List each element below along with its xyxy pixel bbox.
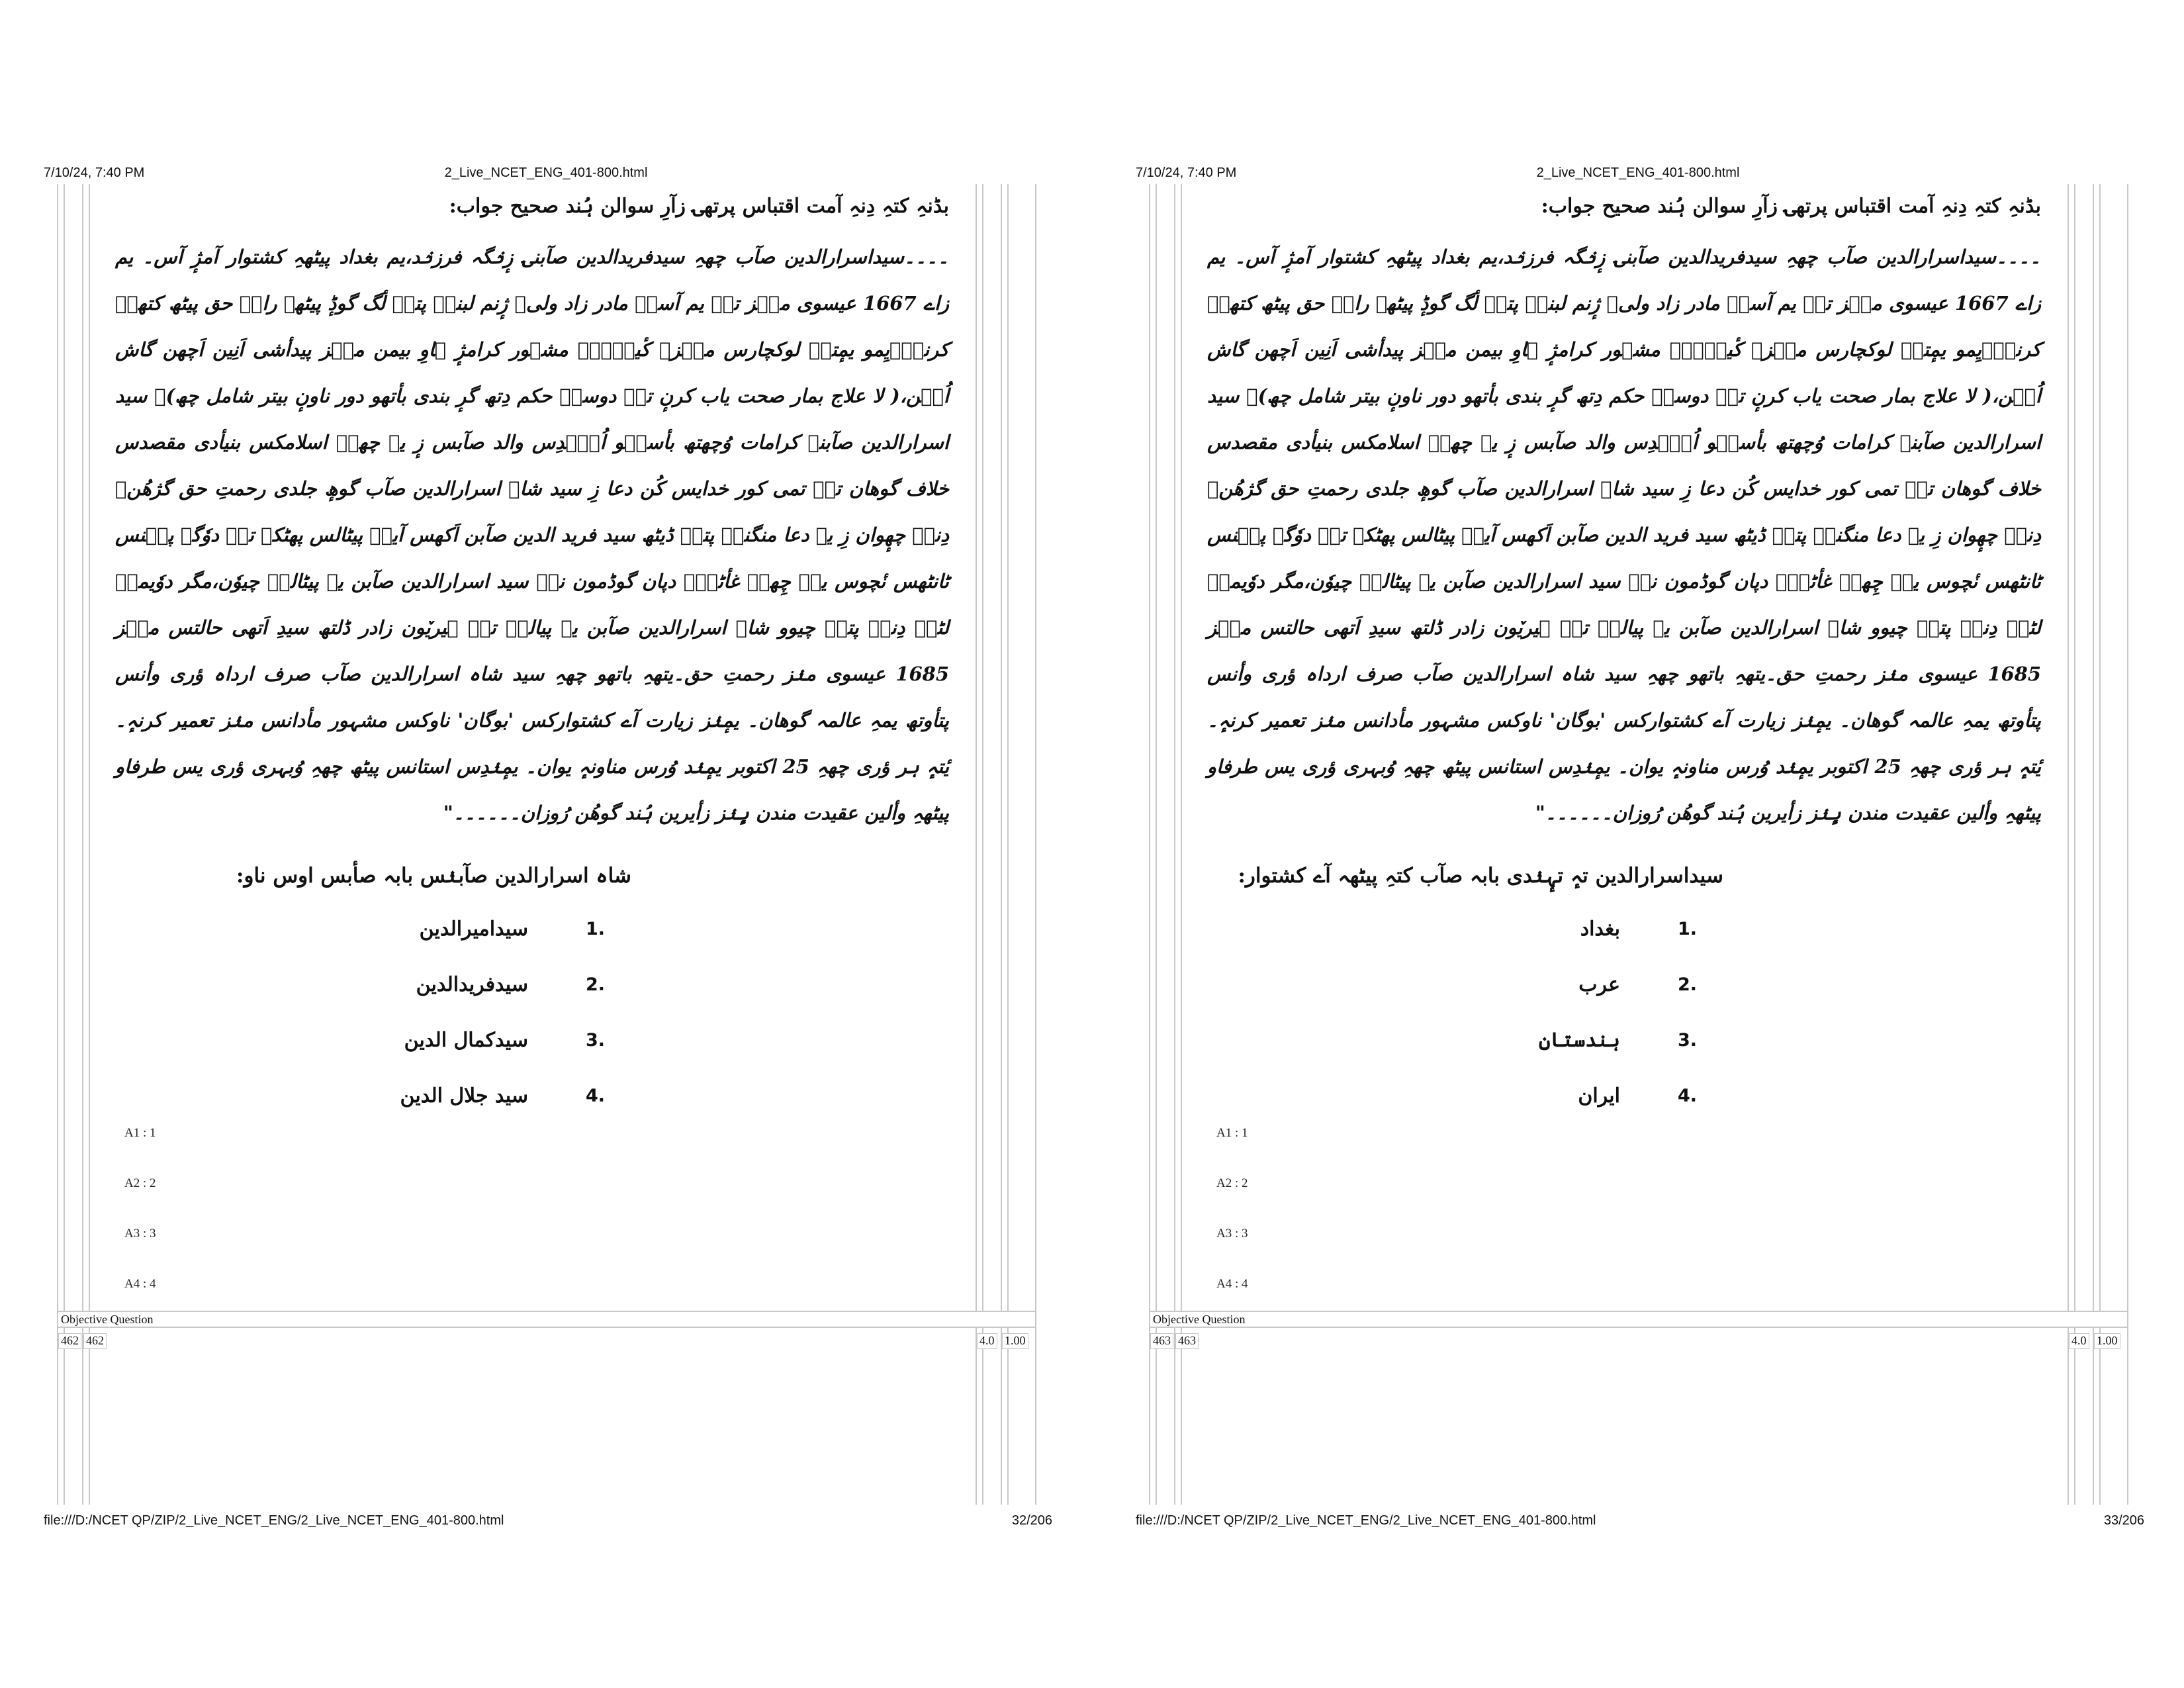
option-number: 4. <box>1677 1085 1697 1106</box>
marks-cell: 4.0 <box>977 1333 997 1349</box>
table-border-line <box>976 184 977 1505</box>
table-border-line <box>2093 184 2094 1505</box>
table-border-line <box>2068 184 2069 1505</box>
negative-marks-cell: 1.00 <box>1002 1333 1028 1349</box>
option-item <box>1207 957 1697 1012</box>
option-text: سید جلال الدین <box>400 1084 528 1107</box>
footer-page-number: 33/206 <box>2103 1513 2144 1528</box>
header-datetime: 7/10/24, 7:40 PM <box>1136 165 1237 180</box>
option-number: 3. <box>585 1029 605 1051</box>
answer-key-list <box>124 1108 156 1309</box>
table-border-line <box>2127 184 2128 1505</box>
passage-text: ۔۔۔۔سیداسرارالدین صآب چھہِ سیدفریدالدین صآبنۍ زٕنٛگہ فرزنٛد،یم بغداد پیٹھہِ کشتوار آمژٕ آس۔ یم زاے 1667 عیسوی منٛز تہٕ یم آسہِ مادر زاد ولی۔ ژٕنم لبنہٕ پتہٕ لٔگ گوڈٕ پیٹھے راہِ حق پیٹھ کتھہِ کرنہِ۔یِمو یمٕتہِ لوکچارس منٛزے کٔینٛہہِ مشہور کرامژٕ ہاوِ بیمن منٛز پیدأشی اَنِین اَچھن گاش اُنٛن،( لا علاج بمار صحت یاب کرنٕ تہٕ دوسہِ حکم دِتھ گرٕ بندی بأتھو دور ناونٕ بیتر شامل چھ)۔ سید اسرارالدین صآبنۍ کرامات وُچھتھ بأسنٛو اُہنٛدِس والد صآبس زٕ یہ چھہِ اسلامکس بنیأدی مقصدس خلاف گوھان تہٕ تمی کور خدایس کُن دعا زِ سید شاہ اسرارالدین صآب گوھٕ جلدی رحمتِ حق گژھُن۔ دِنہٕ چھٕوان زِ یہ دعا منگنہٕ پتہٕ ڈیٹھ سید فرید الدین صآبن اَکھس آیہِ پیٹالس پھٹکہ تہٕ دوٗگہ پنٛنس ٹانٹھس نٔچوس یہِ چِھہِ غأٹہہ۔ دپان گوڈمون نہٕ سید اسرارالدین صآبن یہ پیٹالہِ چیوٗن،مگر دوٗیمہِ لٹہٕ دِنہٕ پتہٕ چیوو شاہ اسرارالدین صآبن یہ پیالہٕ تہٕ ہیریٚون زادر ڈلتھ سیدِ اَتھی حالتس منٛز 1685 عیسوی منٛز رحمتِ حق۔یتھہِ باتھو چھہِ سید شاہ اسرارالدین صآب صرف ارداہ ؤری وأنس پتأوتھ یمہِ عالمہ گوھان۔ یمٕنٛز زیارت آے کشتوارکس 'بوگان' ناوکس مشہور مأدانس منٛز تعمیر کرنہٕ۔ یٔتہٕ ہر ؤری چھہِ 25 اکتوبر یمٕنٛد وُرس مناونہٕ یوان۔ یمٕنٛدِس استانس پیٹھ چھہِ وُبہری ؤری یس طرفاو پیٹھہِ وألین عقیدت مندن ہٕنٛز زأیرین ہُند گوھُن رُوزان۔۔۔۔۔۔" <box>1207 246 2042 824</box>
answer-key: A1 : 1 <box>124 1126 156 1140</box>
option-item <box>115 1068 605 1123</box>
table-border-line <box>1007 184 1009 1505</box>
answer-key: A1 : 1 <box>1216 1126 1248 1140</box>
question-id-cell: 463 <box>1175 1333 1199 1349</box>
header-datetime: 7/10/24, 7:40 PM <box>44 165 145 180</box>
footer-file-path: file:///D:/NCET QP/ZIP/2_Live_NCET_ENG/2_Live_NCET_ENG_401-800.html <box>1136 1513 1596 1528</box>
question-id-cell: 462 <box>83 1333 107 1349</box>
table-border-line <box>982 184 983 1505</box>
question-text: شاہ اسرارالدین صآبنٛس بابہ صأبس اوس ناو: <box>236 864 631 888</box>
option-item <box>1207 1012 1697 1068</box>
table-border-line <box>1156 184 1157 1505</box>
header-title: 2_Live_NCET_ENG_401-800.html <box>1536 165 1740 180</box>
question-type-label: Objective Question <box>57 1311 1036 1328</box>
option-list <box>115 901 949 1123</box>
passage-instruction: بڈنہِ کتہِ دِنہِ آمت اقتباس پرتھۍ زآرِ سوالن ہُند صحیح جواب: <box>1541 195 2041 218</box>
table-border-line <box>1181 184 1182 1505</box>
option-list <box>1207 901 2041 1123</box>
table-border-line <box>1174 184 1175 1505</box>
answer-key: A3 : 3 <box>124 1227 156 1241</box>
marks-cell: 4.0 <box>2069 1333 2089 1349</box>
table-border-line <box>1035 184 1036 1505</box>
answer-key: A4 : 4 <box>124 1277 156 1291</box>
option-text: ہندستان <box>1538 1028 1620 1052</box>
question-table <box>1149 184 2128 1505</box>
option-number: 2. <box>1677 974 1697 995</box>
option-item <box>115 1012 605 1068</box>
option-item <box>1207 1068 1697 1123</box>
question-content <box>1207 195 2041 1303</box>
passage-text: ۔۔۔۔سیداسرارالدین صآب چھہِ سیدفریدالدین صآبنۍ زٕنٛگہ فرزنٛد،یم بغداد پیٹھہِ کشتوار آمژٕ آس۔ یم زاے 1667 عیسوی منٛز تہٕ یم آسہِ مادر زاد ولی۔ ژٕنم لبنہٕ پتہٕ لٔگ گوڈٕ پیٹھے راہِ حق پیٹھ کتھہِ کرنہِ۔یِمو یمٕتہِ لوکچارس منٛزے کٔینٛہہِ مشہور کرامژٕ ہاوِ بیمن منٛز پیدأشی اَنِین اَچھن گاش اُنٛن،( لا علاج بمار صحت یاب کرنٕ تہٕ دوسہِ حکم دِتھ گرٕ بندی بأتھو دور ناونٕ بیتر شامل چھ)۔ سید اسرارالدین صآبنۍ کرامات وُچھتھ بأسنٛو اُہنٛدِس والد صآبس زٕ یہ چھہِ اسلامکس بنیأدی مقصدس خلاف گوھان تہٕ تمی کور خدایس کُن دعا زِ سید شاہ اسرارالدین صآب گوھٕ جلدی رحمتِ حق گژھُن۔ دِنہٕ چھٕوان زِ یہ دعا منگنہٕ پتہٕ ڈیٹھ سید فرید الدین صآبن اَکھس آیہِ پیٹالس پھٹکہ تہٕ دوٗگہ پنٛنس ٹانٹھس نٔچوس یہِ چِھہِ غأٹہہ۔ دپان گوڈمون نہٕ سید اسرارالدین صآبن یہ پیٹالہِ چیوٗن،مگر دوٗیمہِ لٹہٕ دِنہٕ پتہٕ چیوو شاہ اسرارالدین صآبن یہ پیالہٕ تہٕ ہیریٚون زادر ڈلتھ سیدِ اَتھی حالتس منٛز 1685 عیسوی منٛز رحمتِ حق۔یتھہِ باتھو چھہِ سید شاہ اسرارالدین صآب صرف ارداہ ؤری وأنس پتأوتھ یمہِ عالمہ گوھان۔ یمٕنٛز زیارت آے کشتوارکس 'بوگان' ناوکس مشہور مأدانس منٛز تعمیر کرنہٕ۔ یٔتہٕ ہر ؤری چھہِ 25 اکتوبر یمٕنٛد وُرس مناونہٕ یوان۔ یمٕنٛدِس استانس پیٹھ چھہِ وُبہری ؤری یس طرفاو پیٹھہِ وألین عقیدت مندن ہٕنٛز زأیرین ہُند گوھُن رُوزان۔۔۔۔۔۔" <box>115 246 950 824</box>
question-number-cell: 462 <box>58 1333 81 1349</box>
option-number: 3. <box>1677 1029 1697 1051</box>
table-border-line <box>2074 184 2075 1505</box>
table-border-line <box>57 184 58 1505</box>
passage-instruction: بڈنہِ کتہِ دِنہِ آمت اقتباس پرتھۍ زآرِ سوالن ہُند صحیح جواب: <box>449 195 949 218</box>
option-number: 2. <box>585 974 605 995</box>
table-border-line <box>64 184 65 1505</box>
option-text: سیدکمال الدین <box>404 1028 528 1052</box>
option-text: عرب <box>1578 972 1620 996</box>
answer-key: A2 : 2 <box>124 1176 156 1190</box>
negative-marks-cell: 1.00 <box>2094 1333 2120 1349</box>
next-question-row <box>1149 1329 2128 1505</box>
table-border-line <box>1149 184 1150 1505</box>
next-question-row <box>57 1329 1036 1505</box>
option-text: بغداد <box>1580 917 1620 941</box>
print-page-33 <box>1092 0 2184 1688</box>
header-title: 2_Live_NCET_ENG_401-800.html <box>444 165 648 180</box>
answer-key: A2 : 2 <box>1216 1176 1248 1190</box>
question-type-label: Objective Question <box>1149 1311 2128 1328</box>
option-number: 4. <box>585 1085 605 1106</box>
option-text: سیدامیرالدین <box>419 917 528 941</box>
option-item <box>115 901 605 957</box>
option-number: 1. <box>1677 918 1697 939</box>
footer-file-path: file:///D:/NCET QP/ZIP/2_Live_NCET_ENG/2_Live_NCET_ENG_401-800.html <box>44 1513 504 1528</box>
answer-key: A3 : 3 <box>1216 1227 1248 1241</box>
option-number: 1. <box>585 918 605 939</box>
question-text: سیداسرارالدین تہٕ تہٕنٛدی بابہ صآب کتہِ پیٹھہ آے کشتوار: <box>1238 864 1723 888</box>
option-text: ایران <box>1578 1084 1620 1107</box>
answer-key-list <box>1216 1108 1248 1309</box>
question-table <box>57 184 1036 1505</box>
table-border-line <box>89 184 90 1505</box>
answer-key: A4 : 4 <box>1216 1277 1248 1291</box>
table-border-line <box>1001 184 1002 1505</box>
option-item <box>1207 901 1697 957</box>
table-border-line <box>82 184 83 1505</box>
table-border-line <box>2099 184 2101 1505</box>
option-item <box>115 957 605 1012</box>
question-number-cell: 463 <box>1150 1333 1173 1349</box>
footer-page-number: 32/206 <box>1011 1513 1052 1528</box>
option-text: سیدفریدالدین <box>416 972 528 996</box>
question-content <box>115 195 949 1303</box>
